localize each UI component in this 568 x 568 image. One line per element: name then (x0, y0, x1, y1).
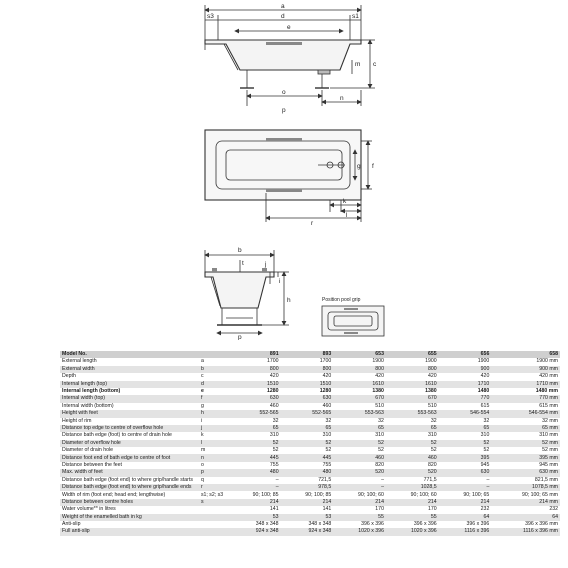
table-row (60, 514, 560, 521)
row-value: 214 (228, 499, 281, 506)
row-value: 232 (491, 506, 560, 513)
row-value: 214 mm (491, 499, 560, 506)
dim-label-s3: s3 (207, 13, 214, 20)
table-row (60, 491, 560, 498)
row-value: 32 mm (491, 418, 560, 425)
table-row (60, 469, 560, 476)
row-value: 1610 (386, 381, 439, 388)
row-label: Distance between the feet (60, 462, 199, 469)
dim-label-m: m (355, 61, 361, 68)
row-symbol: s (199, 499, 228, 506)
row-value: 1028,5 (386, 484, 439, 491)
row-value: 900 (439, 366, 492, 373)
row-value: 630 (281, 395, 334, 402)
row-value: 924 x 348 (228, 528, 281, 535)
row-symbol: j (199, 425, 228, 432)
row-value: 630 (228, 395, 281, 402)
dim-label-f: f (372, 163, 374, 170)
row-symbol: n (199, 454, 228, 461)
row-value: 460 (386, 454, 439, 461)
dim-label-c: c (373, 61, 377, 68)
row-value: 52 (228, 440, 281, 447)
row-label: Distance bath edge (foot end) to where grip/handle starts (60, 477, 199, 484)
row-value: 1020 x 396 (386, 528, 439, 535)
row-value: 420 (228, 373, 281, 380)
row-value: 1280 (281, 388, 334, 395)
row-value: 755 (281, 462, 334, 469)
row-value: 445 (228, 454, 281, 461)
table-row (60, 373, 560, 380)
dim-label-a: a (281, 3, 285, 10)
row-value: 1116 x 396 mm (491, 528, 560, 535)
row-label: External length (60, 358, 199, 365)
row-value: 800 (386, 366, 439, 373)
row-value: 653 (333, 351, 386, 358)
row-value: 552-565 (281, 410, 334, 417)
row-value: 52 mm (491, 447, 560, 454)
row-value: 141 (228, 506, 281, 513)
row-value: 65 (439, 425, 492, 432)
row-label: Internal width (top) (60, 395, 199, 402)
row-value: 310 mm (491, 432, 560, 439)
row-value: 1480 mm (491, 388, 560, 395)
row-value: 420 mm (491, 373, 560, 380)
pool-grip-caption: Position pool grip (322, 297, 361, 303)
row-value: 141 (281, 506, 334, 513)
dim-label-p-section: p (238, 334, 242, 340)
row-value: 52 (281, 447, 334, 454)
row-label: Width of rim (foot end; head end; lengthwise) (60, 491, 199, 498)
table-row (60, 366, 560, 373)
row-value: – (333, 484, 386, 491)
row-value: 52 (281, 440, 334, 447)
row-value: – (333, 477, 386, 484)
row-value: 1380 (333, 388, 386, 395)
table-row (60, 410, 560, 417)
dim-label-o: o (282, 89, 286, 96)
row-value: 891 (228, 351, 281, 358)
table-row (60, 388, 560, 395)
row-value: 396 x 396 (386, 521, 439, 528)
row-value: 1480 (439, 388, 492, 395)
side-view-drawing (205, 5, 375, 106)
row-label: Internal length (top) (60, 381, 199, 388)
row-value: 1078,5 mm (491, 484, 560, 491)
row-value: 978,5 (281, 484, 334, 491)
row-symbol (199, 514, 228, 521)
dim-label-r: r (311, 220, 314, 227)
row-symbol: p (199, 469, 228, 476)
row-value: 945 mm (491, 462, 560, 469)
row-symbol: o (199, 462, 228, 469)
row-value: 945 (439, 462, 492, 469)
pool-grip-drawing (322, 306, 384, 336)
row-value: 214 (281, 499, 334, 506)
row-value: 52 (439, 440, 492, 447)
row-label: Diameter of drain hole (60, 447, 199, 454)
row-value: 1710 mm (491, 381, 560, 388)
table-row (60, 528, 560, 535)
row-value: 396 x 396 (439, 521, 492, 528)
row-value: 310 (281, 432, 334, 439)
row-value: – (228, 477, 281, 484)
dim-label-n: n (340, 95, 344, 102)
row-label: Diameter of overflow hole (60, 440, 199, 447)
row-value: 460 (333, 454, 386, 461)
dim-label-s1: s1 (352, 13, 359, 20)
table-row (60, 418, 560, 425)
dim-label-i: i (279, 278, 281, 285)
dim-label-g: g (357, 163, 361, 170)
row-value: 630 mm (491, 469, 560, 476)
row-value: 1380 (386, 388, 439, 395)
row-label: Model No. (60, 351, 199, 358)
row-value: 64 (439, 514, 492, 521)
row-value: 170 (386, 506, 439, 513)
row-value: 480 (281, 469, 334, 476)
row-value: 771,5 (386, 477, 439, 484)
row-value: – (439, 477, 492, 484)
row-value: 310 (439, 432, 492, 439)
row-value: 721,5 (281, 477, 334, 484)
row-value: 800 (333, 366, 386, 373)
row-symbol: g (199, 403, 228, 410)
row-label: Weight of the enamelled bath in kg (60, 514, 199, 521)
table-row (60, 447, 560, 454)
row-value: 64 (491, 514, 560, 521)
dim-label-d: d (281, 13, 285, 20)
row-value: 1710 (439, 381, 492, 388)
row-value: 1510 (281, 381, 334, 388)
row-value: 520 (333, 469, 386, 476)
row-symbol: l (199, 440, 228, 447)
specification-table (60, 351, 560, 536)
row-value: 670 (333, 395, 386, 402)
row-symbol: h (199, 410, 228, 417)
row-value: 1900 mm (491, 358, 560, 365)
row-value: 820 (333, 462, 386, 469)
row-symbol: a (199, 358, 228, 365)
row-value: 546-554 (439, 410, 492, 417)
row-value: 1900 (439, 358, 492, 365)
row-symbol: d (199, 381, 228, 388)
top-view-drawing (205, 130, 372, 222)
row-value: 32 (439, 418, 492, 425)
row-value: 820 (386, 462, 439, 469)
row-value: 52 mm (491, 440, 560, 447)
row-value: 445 (281, 454, 334, 461)
row-value: 1280 (228, 388, 281, 395)
row-label: Anti-slip (60, 521, 199, 528)
row-value: 1700 (228, 358, 281, 365)
row-value: 553-563 (386, 410, 439, 417)
row-label: Distance bath edge (foot end) to where grip/handle ends (60, 484, 199, 491)
row-symbol: b (199, 366, 228, 373)
dim-label-j: j (265, 261, 267, 268)
row-value: 53 (228, 514, 281, 521)
row-label: Internal width (bottom) (60, 403, 199, 410)
row-value: 460 (281, 403, 334, 410)
row-value: 755 (228, 462, 281, 469)
row-value: 1700 (281, 358, 334, 365)
row-value: 420 (386, 373, 439, 380)
table-row (60, 381, 560, 388)
table-header-row (60, 351, 560, 358)
row-value: 32 (386, 418, 439, 425)
row-symbol (199, 528, 228, 535)
row-value: 658 (491, 351, 560, 358)
row-value: 52 (386, 447, 439, 454)
row-value: 480 (228, 469, 281, 476)
row-value: 65 (228, 425, 281, 432)
row-label: Height of rim (60, 418, 199, 425)
row-value: 655 (386, 351, 439, 358)
row-value: 170 (333, 506, 386, 513)
row-symbol: f (199, 395, 228, 402)
row-symbol: i (199, 418, 228, 425)
row-label: Max. width of feet (60, 469, 199, 476)
row-value: 460 (228, 403, 281, 410)
row-label: Distance foot end of bath edge to centre of foot (60, 454, 199, 461)
row-label: Water volume** in litres (60, 506, 199, 513)
table-row (60, 506, 560, 513)
row-value: 65 (281, 425, 334, 432)
dim-label-t: t (242, 260, 244, 267)
row-value: 420 (439, 373, 492, 380)
row-value: 55 (386, 514, 439, 521)
row-symbol: q (199, 477, 228, 484)
table-row (60, 432, 560, 439)
section-view-drawing (205, 250, 289, 333)
row-symbol (199, 506, 228, 513)
row-value: 395 (439, 454, 492, 461)
row-label: Distance top edge to centre of overflow hole (60, 425, 199, 432)
row-value: 32 (333, 418, 386, 425)
table-row (60, 454, 560, 461)
row-value: 90; 100; 85 (281, 491, 334, 498)
row-value: 395 mm (491, 454, 560, 461)
table-row (60, 403, 560, 410)
row-value: 670 (386, 395, 439, 402)
row-value: 520 (386, 469, 439, 476)
row-value: 1116 x 396 (439, 528, 492, 535)
row-value: 615 mm (491, 403, 560, 410)
row-value: 214 (386, 499, 439, 506)
row-value: 1610 (333, 381, 386, 388)
row-value: 52 (333, 447, 386, 454)
row-value: 348 x 348 (228, 521, 281, 528)
row-label: Internal length (bottom) (60, 388, 199, 395)
row-value: 821,5 mm (491, 477, 560, 484)
row-value: 656 (439, 351, 492, 358)
row-value: 65 (386, 425, 439, 432)
row-value: – (228, 484, 281, 491)
row-value: 232 (439, 506, 492, 513)
row-symbol: k (199, 432, 228, 439)
row-value: 893 (281, 351, 334, 358)
row-value: 553-563 (333, 410, 386, 417)
row-symbol (199, 351, 228, 358)
table-row (60, 395, 560, 402)
row-value: 924 x 348 (281, 528, 334, 535)
row-value: 396 x 396 mm (491, 521, 560, 528)
row-label: Height with feet (60, 410, 199, 417)
row-value: 770 (439, 395, 492, 402)
row-value: 90; 100; 85 (228, 491, 281, 498)
row-value: 52 (228, 447, 281, 454)
row-value: 90; 100; 60 (333, 491, 386, 498)
row-value: 32 (281, 418, 334, 425)
row-value: 800 (281, 366, 334, 373)
row-value: 52 (386, 440, 439, 447)
row-value: 1020 x 396 (333, 528, 386, 535)
table-row (60, 440, 560, 447)
dim-label-b: b (238, 247, 242, 254)
row-value: 214 (439, 499, 492, 506)
row-value: 65 (333, 425, 386, 432)
row-value: 53 (281, 514, 334, 521)
dim-label-p-side: p (282, 107, 286, 114)
row-symbol: s1; s2; s3 (199, 491, 228, 498)
row-value: 1510 (228, 381, 281, 388)
row-label: Depth (60, 373, 199, 380)
row-value: 310 (333, 432, 386, 439)
dim-label-h: h (287, 297, 291, 304)
table-row (60, 425, 560, 432)
row-symbol: m (199, 447, 228, 454)
row-value: – (439, 484, 492, 491)
row-value: 90; 100; 65 (439, 491, 492, 498)
row-value: 900 mm (491, 366, 560, 373)
row-value: 65 mm (491, 425, 560, 432)
table-row (60, 477, 560, 484)
row-value: 214 (333, 499, 386, 506)
row-value: 310 (386, 432, 439, 439)
row-value: 510 (333, 403, 386, 410)
row-value: 90; 100; 65 mm (491, 491, 560, 498)
table-row (60, 499, 560, 506)
row-value: 55 (333, 514, 386, 521)
dim-label-e: e (287, 24, 291, 31)
row-value: 52 (439, 447, 492, 454)
row-symbol: e (199, 388, 228, 395)
row-value: 32 (228, 418, 281, 425)
table-row (60, 521, 560, 528)
row-value: 90; 100; 60 (386, 491, 439, 498)
row-value: 420 (281, 373, 334, 380)
row-value: 552-565 (228, 410, 281, 417)
dim-label-l: l (346, 212, 348, 219)
row-value: 1900 (386, 358, 439, 365)
row-value: 1900 (333, 358, 386, 365)
row-value: 615 (439, 403, 492, 410)
row-value: 770 mm (491, 395, 560, 402)
table-row (60, 462, 560, 469)
row-value: 800 (228, 366, 281, 373)
row-value: 396 x 396 (333, 521, 386, 528)
row-label: Distance between centre holes (60, 499, 199, 506)
row-symbol: c (199, 373, 228, 380)
row-value: 630 (439, 469, 492, 476)
row-value: 546-554 mm (491, 410, 560, 417)
row-label: External width (60, 366, 199, 373)
row-symbol (199, 521, 228, 528)
row-symbol: r (199, 484, 228, 491)
row-value: 348 x 348 (281, 521, 334, 528)
row-value: 52 (333, 440, 386, 447)
row-label: Distance bath edge (foot) to centre of drain hole (60, 432, 199, 439)
row-value: 510 (386, 403, 439, 410)
row-label: Full anti-slip (60, 528, 199, 535)
table-row (60, 358, 560, 365)
dim-label-k: k (343, 198, 347, 205)
table-row (60, 484, 560, 491)
row-value: 420 (333, 373, 386, 380)
row-value: 310 (228, 432, 281, 439)
